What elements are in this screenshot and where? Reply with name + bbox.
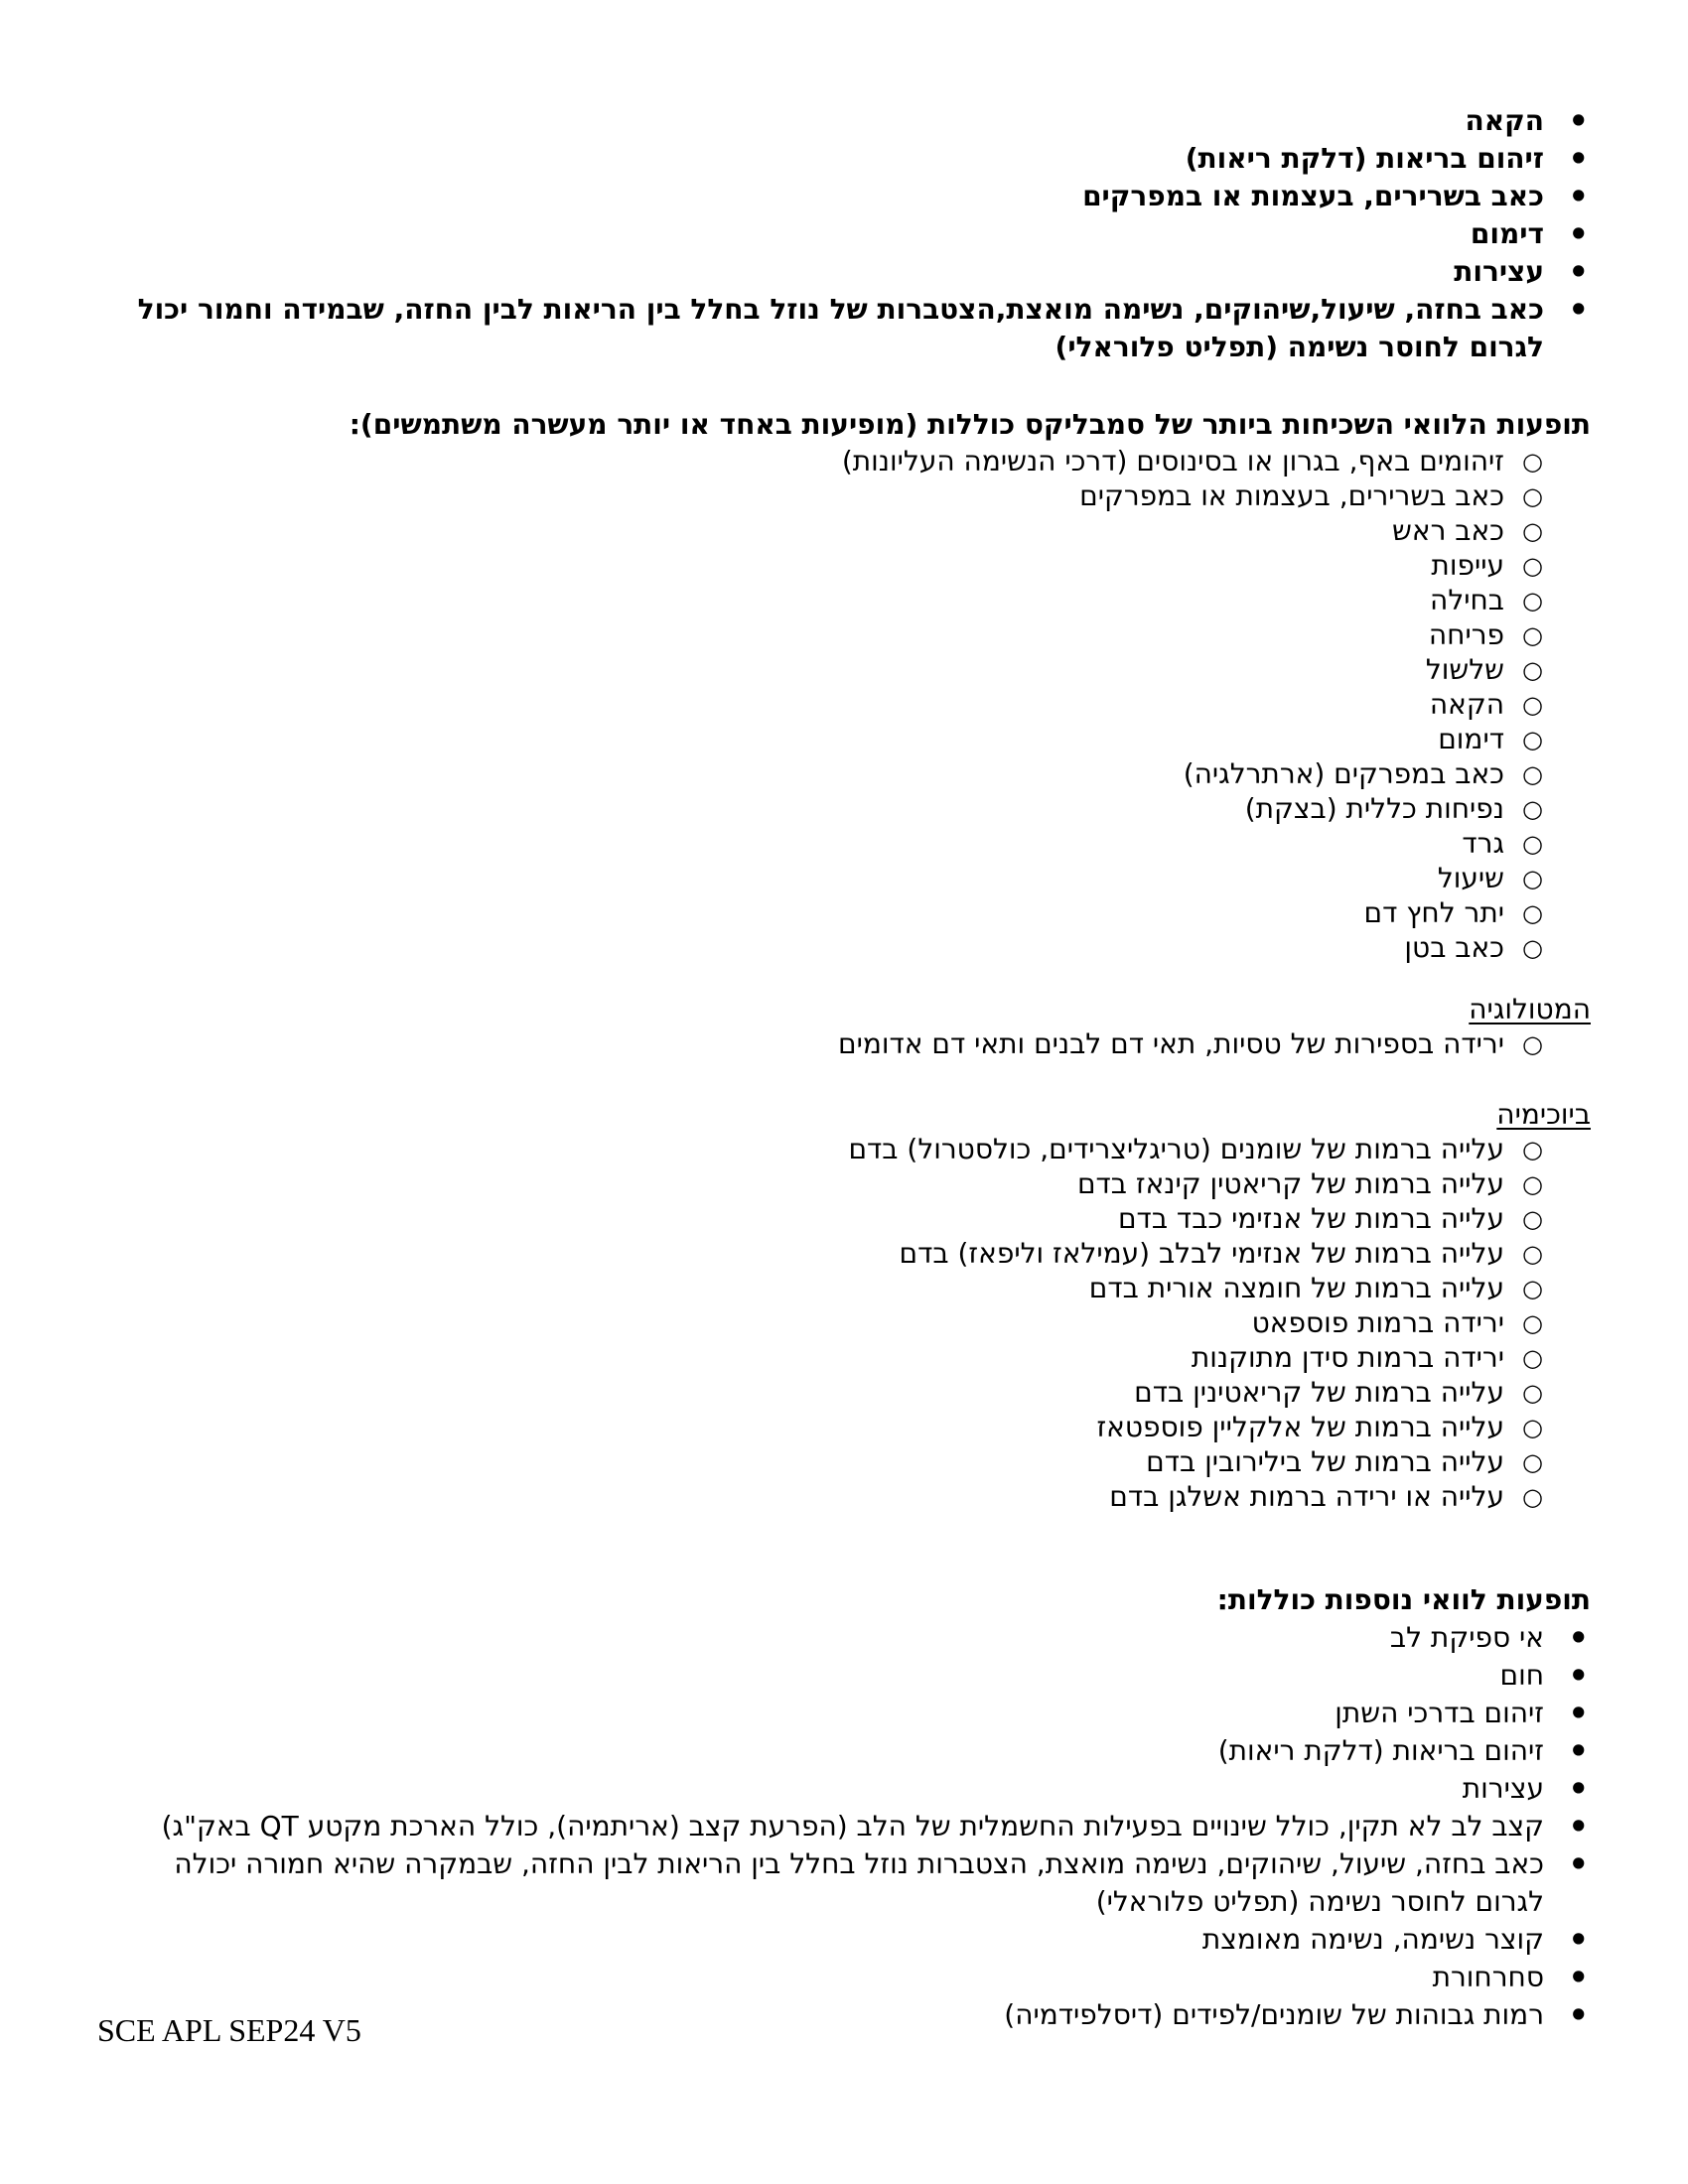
circle-bullet-icon: ○ (1522, 621, 1543, 649)
bullet-icon: • (1568, 1921, 1589, 1959)
list-item-text: עלייה ברמות של אנזימי לבלב (עמילאז וליפאז) בדם (899, 1237, 1504, 1270)
list-item-text: שלשול (1425, 653, 1504, 686)
list-item-text: ירידה ברמות סידן מתוקנות (1191, 1341, 1504, 1374)
top-side-effects-list (97, 102, 1591, 366)
list-item-text: כאב במפרקים (ארתרלגיה) (1183, 757, 1504, 790)
list-item (97, 1132, 1591, 1166)
list-item (97, 1770, 1591, 1808)
list-item (97, 895, 1591, 930)
list-item (97, 1375, 1591, 1410)
circle-bullet-icon: ○ (1522, 1205, 1543, 1233)
circle-bullet-icon: ○ (1522, 1379, 1543, 1407)
hematology-heading: המטולוגיה (1469, 993, 1591, 1025)
list-item (97, 826, 1591, 861)
circle-bullet-icon: ○ (1522, 691, 1543, 719)
bullet-icon: • (1568, 1619, 1589, 1657)
bullet-icon: • (1568, 140, 1589, 178)
list-item-text: ירידה ברמות פוספאט (1251, 1306, 1504, 1339)
list-item-text: אי ספיקת לב (1389, 1621, 1544, 1654)
bullet-icon: • (1568, 291, 1589, 329)
list-item (97, 1271, 1591, 1305)
list-item (97, 861, 1591, 895)
bullet-icon: • (1568, 1695, 1589, 1732)
list-item (97, 791, 1591, 826)
list-item-text: יתר לחץ דם (1363, 896, 1504, 929)
list-item-text: דימום (1470, 217, 1544, 250)
circle-bullet-icon: ○ (1522, 1344, 1543, 1372)
list-item-text: בחילה (1430, 584, 1504, 616)
list-item (97, 444, 1591, 478)
list-item (97, 1305, 1591, 1340)
list-item (97, 617, 1591, 652)
circle-bullet-icon: ○ (1522, 726, 1543, 753)
circle-bullet-icon: ○ (1522, 899, 1543, 927)
bullet-icon: • (1568, 1996, 1589, 2034)
circle-bullet-icon: ○ (1522, 1240, 1543, 1268)
list-item-text: עצירות (1454, 255, 1544, 288)
list-item (97, 722, 1591, 756)
list-item (97, 291, 1591, 366)
circle-bullet-icon: ○ (1522, 1170, 1543, 1198)
bullet-icon: • (1568, 178, 1589, 215)
list-item (97, 1657, 1591, 1695)
list-item (97, 1732, 1591, 1770)
list-item (97, 1619, 1591, 1657)
list-item-text: כאב בחזה, שיעול, שיהוקים, נשימה מואצת, הצטברות נוזל בחלל בין הריאות לבין החזה, שבמקרה שהיא חמורה יכולה לגרום לחוסר נשימה (תפליט פלוראלי) (174, 1847, 1544, 1918)
list-item-text: רמות גבוהות של שומנים/לפידים (דיסלפידמיה) (1004, 1998, 1544, 2031)
additional-effects-list (97, 1619, 1591, 2034)
list-item (97, 930, 1591, 965)
list-item-text: זיהום בריאות (דלקת ריאות) (1185, 142, 1544, 175)
bullet-icon: • (1568, 253, 1589, 291)
list-item (97, 1808, 1591, 1845)
bullet-icon: • (1568, 1657, 1589, 1695)
circle-bullet-icon: ○ (1522, 1448, 1543, 1476)
list-item-text: גרד (1462, 827, 1504, 860)
circle-bullet-icon: ○ (1522, 1030, 1543, 1058)
list-item-text: עצירות (1462, 1772, 1544, 1805)
list-item-text: זיהום בריאות (דלקת ריאות) (1217, 1734, 1544, 1767)
list-item-text: עלייה ברמות של קריאטין קינאז בדם (1076, 1167, 1504, 1200)
list-item (97, 1236, 1591, 1271)
list-item (97, 652, 1591, 687)
list-item-text: הקאה (1429, 688, 1504, 721)
circle-bullet-icon: ○ (1522, 795, 1543, 823)
list-item-text: שיעול (1437, 862, 1504, 894)
bullet-icon: • (1568, 1959, 1589, 1996)
list-item (97, 215, 1591, 253)
bullet-icon: • (1568, 1808, 1589, 1845)
list-item (97, 253, 1591, 291)
list-item-text: זיהומים באף, בגרון או בסינוסים (דרכי הנשימה העליונות) (841, 445, 1504, 478)
list-item (97, 756, 1591, 791)
circle-bullet-icon: ○ (1522, 656, 1543, 684)
bullet-icon: • (1568, 1845, 1589, 1883)
list-item (97, 140, 1591, 178)
list-item-text: כאב ראש (1392, 514, 1504, 547)
list-item (97, 583, 1591, 617)
list-item (97, 102, 1591, 140)
list-item (97, 1166, 1591, 1201)
additional-effects-heading: תופעות לוואי נוספות כוללות: (1216, 1583, 1591, 1616)
bullet-icon: • (1568, 102, 1589, 140)
list-item (97, 1695, 1591, 1732)
list-item-text: עלייה ברמות של קריאטינין בדם (1134, 1376, 1504, 1409)
list-item-text: נפיחות כללית (בצקת) (1244, 792, 1504, 825)
circle-bullet-icon: ○ (1522, 760, 1543, 788)
circle-bullet-icon: ○ (1522, 552, 1543, 580)
list-item-text: סחרחורת (1432, 1961, 1544, 1993)
list-item-text: דימום (1438, 723, 1504, 755)
list-item-text: פריחה (1428, 618, 1504, 651)
list-item-text: עלייה ברמות של חומצה אורית בדם (1088, 1272, 1504, 1304)
circle-bullet-icon: ○ (1522, 934, 1543, 962)
biochemistry-list (97, 1132, 1591, 1514)
list-item-text: ירידה בספירות של טסיות, תאי דם לבנים ותאי דם אדומים (838, 1027, 1504, 1060)
list-item-text: עלייה ברמות של אלקליין פוספטאז (1096, 1411, 1504, 1443)
list-item (97, 513, 1591, 548)
list-item (97, 1410, 1591, 1444)
circle-bullet-icon: ○ (1522, 1275, 1543, 1302)
list-item (97, 1340, 1591, 1375)
list-item (97, 1845, 1591, 1921)
list-item-text: כאב בשרירים, בעצמות או במפרקים (1082, 180, 1544, 212)
bullet-icon: • (1568, 1732, 1589, 1770)
circle-bullet-icon: ○ (1522, 482, 1543, 510)
list-item-text: כאב בחזה, שיעול,שיהוקים, נשימה מואצת,הצטברות של נוזל בחלל בין הריאות לבין החזה, שבמידה וחמור יכול לגרום לחוסר נשימה (תפליט פלוראלי) (137, 293, 1544, 363)
list-item-text: קצב לב לא תקין, כולל שינויים בפעילות החשמלית של הלב (הפרעת קצב (אריתמיה), כולל הארכת מקטע QT באק"ג) (161, 1810, 1544, 1843)
circle-bullet-icon: ○ (1522, 1483, 1543, 1511)
circle-bullet-icon: ○ (1522, 587, 1543, 614)
list-item (97, 687, 1591, 722)
list-item (97, 548, 1591, 583)
list-item (97, 1444, 1591, 1479)
list-item-text: כאב בטן (1404, 931, 1504, 964)
hematology-list (97, 1026, 1591, 1061)
bullet-icon: • (1568, 215, 1589, 253)
list-item-text: קוצר נשימה, נשימה מאומצת (1201, 1923, 1544, 1956)
circle-bullet-icon: ○ (1522, 1136, 1543, 1163)
list-item-text: עלייה ברמות של בילירובין בדם (1146, 1445, 1504, 1478)
list-item-text: זיהום בדרכי השתן (1335, 1697, 1544, 1729)
list-item-text: עלייה או ירידה ברמות אשלגן בדם (1109, 1480, 1504, 1513)
circle-bullet-icon: ○ (1522, 1309, 1543, 1337)
list-item-text: כאב בשרירים, בעצמות או במפרקים (1079, 479, 1504, 512)
list-item (97, 178, 1591, 215)
list-item (97, 1026, 1591, 1061)
list-item-text: חום (1499, 1659, 1544, 1692)
common-effects-heading: תופעות הלוואי השכיחות ביותר של סמבליקס כוללות (מופיעות באחד או יותר מעשרה משתמשים): (349, 408, 1591, 441)
document-version-code: SCE APL SEP24 V5 (97, 2012, 361, 2048)
list-item (97, 1959, 1591, 1996)
bullet-icon: • (1568, 1770, 1589, 1808)
list-item (97, 478, 1591, 513)
circle-bullet-icon: ○ (1522, 517, 1543, 545)
list-item-text: עלייה ברמות של אנזימי כבד בדם (1117, 1202, 1504, 1235)
circle-bullet-icon: ○ (1522, 830, 1543, 858)
list-item-text: הקאה (1465, 104, 1544, 137)
circle-bullet-icon: ○ (1522, 865, 1543, 892)
common-effects-list (97, 444, 1591, 965)
circle-bullet-icon: ○ (1522, 448, 1543, 476)
biochemistry-heading: ביוכימיה (1496, 1098, 1591, 1131)
list-item-text: עייפות (1431, 549, 1504, 582)
list-item (97, 1921, 1591, 1959)
list-item (97, 1201, 1591, 1236)
list-item-text: עלייה ברמות של שומנים (טריגליצרידים, כולסטרול) בדם (848, 1133, 1504, 1165)
circle-bullet-icon: ○ (1522, 1414, 1543, 1441)
list-item (97, 1479, 1591, 1514)
